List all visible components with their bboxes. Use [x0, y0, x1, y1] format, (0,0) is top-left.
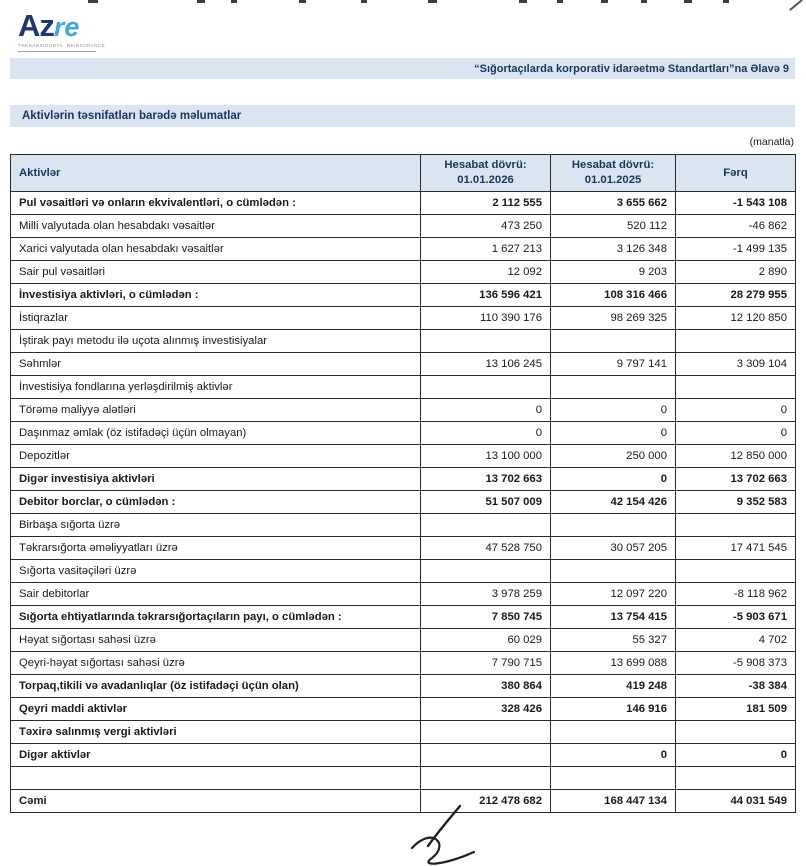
row-value: 419 248 — [551, 675, 676, 698]
table-row — [11, 560, 796, 583]
scan-artifact — [723, 0, 729, 3]
table-row — [11, 261, 796, 284]
row-value: -38 384 — [676, 675, 796, 698]
row-value: 4 702 — [676, 629, 796, 652]
row-label: İnvestisiya aktivləri, o cümlədən : — [11, 284, 421, 307]
table-row — [11, 376, 796, 399]
scan-artifact — [428, 0, 437, 3]
row-value — [551, 330, 676, 353]
row-value: 47 528 750 — [421, 537, 551, 560]
row-value: -5 903 671 — [676, 606, 796, 629]
column-header-aktivler: Aktivlər — [11, 155, 421, 192]
company-logo — [18, 10, 128, 52]
row-value: 13 106 245 — [421, 353, 551, 376]
row-label: Daşınmaz əmlak (öz istifadəçi üçün olmayan) — [11, 422, 421, 445]
row-label: Milli valyutada olan hesabdakı vəsaitlər — [11, 215, 421, 238]
table-row — [11, 790, 796, 813]
row-value — [421, 376, 551, 399]
row-value: 168 447 134 — [551, 790, 676, 813]
row-label: Sair debitorlar — [11, 583, 421, 606]
annex-header-bar — [10, 58, 795, 79]
row-value: 110 390 176 — [421, 307, 551, 330]
row-value: 136 596 421 — [421, 284, 551, 307]
row-label: Səhmlər — [11, 353, 421, 376]
logo-subtext: TƏKRARSIĞORTA REINSURANCE — [18, 43, 96, 52]
table-row — [11, 192, 796, 215]
row-value: 12 092 — [421, 261, 551, 284]
table-row — [11, 284, 796, 307]
scan-artifact — [519, 0, 527, 3]
row-label: Digər investisiya aktivləri — [11, 468, 421, 491]
row-value — [551, 560, 676, 583]
row-label: Sair pul vəsaitləri — [11, 261, 421, 284]
row-value: 146 916 — [551, 698, 676, 721]
row-value: 55 327 — [551, 629, 676, 652]
row-value: 0 — [676, 399, 796, 422]
table-row — [11, 767, 796, 790]
table-row — [11, 422, 796, 445]
column-header-2026: Hesabat dövrü: 01.01.2026 — [421, 155, 551, 192]
row-label: Cəmi — [11, 790, 421, 813]
row-label: Depozitlər — [11, 445, 421, 468]
row-label: Həyat sığortası sahəsi üzrə — [11, 629, 421, 652]
row-label: Təxirə salınmış vergi aktivləri — [11, 721, 421, 744]
table-row — [11, 537, 796, 560]
scan-artifact — [601, 0, 608, 3]
table-row — [11, 606, 796, 629]
scan-artifact — [197, 0, 205, 3]
row-value: 0 — [551, 744, 676, 767]
row-value: -1 499 135 — [676, 238, 796, 261]
table-row — [11, 353, 796, 376]
row-value: 108 316 466 — [551, 284, 676, 307]
row-value: 12 120 850 — [676, 307, 796, 330]
table-row — [11, 330, 796, 353]
row-value: 13 702 663 — [421, 468, 551, 491]
table-row — [11, 721, 796, 744]
row-value — [421, 767, 551, 790]
row-value — [676, 376, 796, 399]
currency-note: (manatla) — [749, 136, 794, 148]
scan-artifact — [684, 0, 692, 3]
scan-artifact — [361, 0, 367, 3]
row-value — [676, 560, 796, 583]
row-label: Pul vəsaitləri və onların ekvivalentləri, o cümlədən : — [11, 192, 421, 215]
row-value — [551, 376, 676, 399]
table-header-row — [11, 155, 796, 192]
scan-artifact — [299, 0, 306, 3]
assets-table — [10, 154, 796, 813]
row-value: 13 100 000 — [421, 445, 551, 468]
row-value: 17 471 545 — [676, 537, 796, 560]
row-label: Sığorta vasitəçiləri üzrə — [11, 560, 421, 583]
table-row — [11, 468, 796, 491]
signature-mark — [388, 804, 518, 866]
row-value: 9 352 583 — [676, 491, 796, 514]
row-value: 7 850 745 — [421, 606, 551, 629]
row-value — [421, 744, 551, 767]
table-row — [11, 307, 796, 330]
table-row — [11, 215, 796, 238]
row-value: 250 000 — [551, 445, 676, 468]
row-value: 0 — [676, 744, 796, 767]
row-value: 473 250 — [421, 215, 551, 238]
table-row — [11, 445, 796, 468]
table-row — [11, 399, 796, 422]
scan-artifact — [557, 0, 563, 3]
row-value: -5 908 373 — [676, 652, 796, 675]
scan-artifact — [789, 0, 803, 11]
row-value: 3 655 662 — [551, 192, 676, 215]
row-label: Xarici valyutada olan hesabdakı vəsaitlər — [11, 238, 421, 261]
scan-artifact — [231, 0, 237, 3]
row-value — [421, 330, 551, 353]
row-label: İştirak payı metodu ilə uçota alınmış investisiyalar — [11, 330, 421, 353]
row-value: 0 — [551, 422, 676, 445]
row-value — [676, 514, 796, 537]
row-label: Qeyri-həyat sığortası sahəsi üzrə — [11, 652, 421, 675]
row-value: -1 543 108 — [676, 192, 796, 215]
row-value — [551, 767, 676, 790]
row-value: 12 850 000 — [676, 445, 796, 468]
row-value: 0 — [676, 422, 796, 445]
row-value: 380 864 — [421, 675, 551, 698]
row-value: 212 478 682 — [421, 790, 551, 813]
row-value — [551, 514, 676, 537]
table-row — [11, 514, 796, 537]
table-row — [11, 491, 796, 514]
row-value: 60 029 — [421, 629, 551, 652]
table-row — [11, 238, 796, 261]
row-value: 9 797 141 — [551, 353, 676, 376]
row-value: 0 — [421, 399, 551, 422]
scan-artifact — [641, 0, 647, 3]
row-label: Təkrarsığorta əməliyyatları üzrə — [11, 537, 421, 560]
row-value — [676, 721, 796, 744]
row-label: Sığorta ehtiyatlarında təkrarsığortaçıların payı, o cümlədən : — [11, 606, 421, 629]
table-row — [11, 583, 796, 606]
row-value: 30 057 205 — [551, 537, 676, 560]
row-value: 44 031 549 — [676, 790, 796, 813]
row-label: Birbaşa sığorta üzrə — [11, 514, 421, 537]
row-value: 181 509 — [676, 698, 796, 721]
row-value — [551, 721, 676, 744]
row-value — [676, 330, 796, 353]
row-value: 28 279 955 — [676, 284, 796, 307]
row-value: 98 269 325 — [551, 307, 676, 330]
row-value: 3 309 104 — [676, 353, 796, 376]
row-value — [421, 560, 551, 583]
row-value — [421, 721, 551, 744]
table-body — [11, 192, 796, 813]
row-value: 1 627 213 — [421, 238, 551, 261]
row-value: 42 154 426 — [551, 491, 676, 514]
table-row — [11, 652, 796, 675]
row-value: 9 203 — [551, 261, 676, 284]
table-row — [11, 675, 796, 698]
row-label: Törəmə maliyyə alətləri — [11, 399, 421, 422]
row-label: İnvestisiya fondlarına yerləşdirilmiş aktivlər — [11, 376, 421, 399]
section-title: Aktivlərin təsnifatları barədə məlumatlar — [22, 110, 242, 122]
table-row — [11, 698, 796, 721]
table-row — [11, 629, 796, 652]
row-value: 0 — [551, 399, 676, 422]
row-label: Debitor borclar, o cümlədən : — [11, 491, 421, 514]
row-value: 12 097 220 — [551, 583, 676, 606]
row-value: 13 754 415 — [551, 606, 676, 629]
row-value — [676, 767, 796, 790]
logo-wordmark — [18, 10, 128, 41]
row-value: 51 507 009 — [421, 491, 551, 514]
column-header-2025: Hesabat dövrü: 01.01.2025 — [551, 155, 676, 192]
logo-text-az: Az — [18, 8, 54, 43]
row-label: İstiqrazlar — [11, 307, 421, 330]
row-value: -8 118 962 — [676, 583, 796, 606]
row-label — [11, 767, 421, 790]
row-value: 2 890 — [676, 261, 796, 284]
row-label: Qeyri maddi aktivlər — [11, 698, 421, 721]
row-label: Torpaq,tikili və avadanlıqlar (öz istifadəçi üçün olan) — [11, 675, 421, 698]
row-value: 0 — [421, 422, 551, 445]
annex-title: “Sığortaçılarda korporativ idarəetmə Standartları”na Əlavə 9 — [474, 62, 789, 75]
row-value: 0 — [551, 468, 676, 491]
scan-artifact — [88, 0, 98, 3]
section-title-bar — [10, 105, 795, 127]
row-value: 3 978 259 — [421, 583, 551, 606]
row-value: 520 112 — [551, 215, 676, 238]
row-value: 2 112 555 — [421, 192, 551, 215]
row-value: -46 862 — [676, 215, 796, 238]
logo-text-re: re — [53, 12, 80, 42]
row-value: 13 702 663 — [676, 468, 796, 491]
table-row — [11, 744, 796, 767]
row-value — [421, 514, 551, 537]
column-header-ferq: Fərq — [676, 155, 796, 192]
row-value: 7 790 715 — [421, 652, 551, 675]
row-value: 13 699 088 — [551, 652, 676, 675]
row-value: 3 126 348 — [551, 238, 676, 261]
row-label: Digər aktivlər — [11, 744, 421, 767]
row-value: 328 426 — [421, 698, 551, 721]
